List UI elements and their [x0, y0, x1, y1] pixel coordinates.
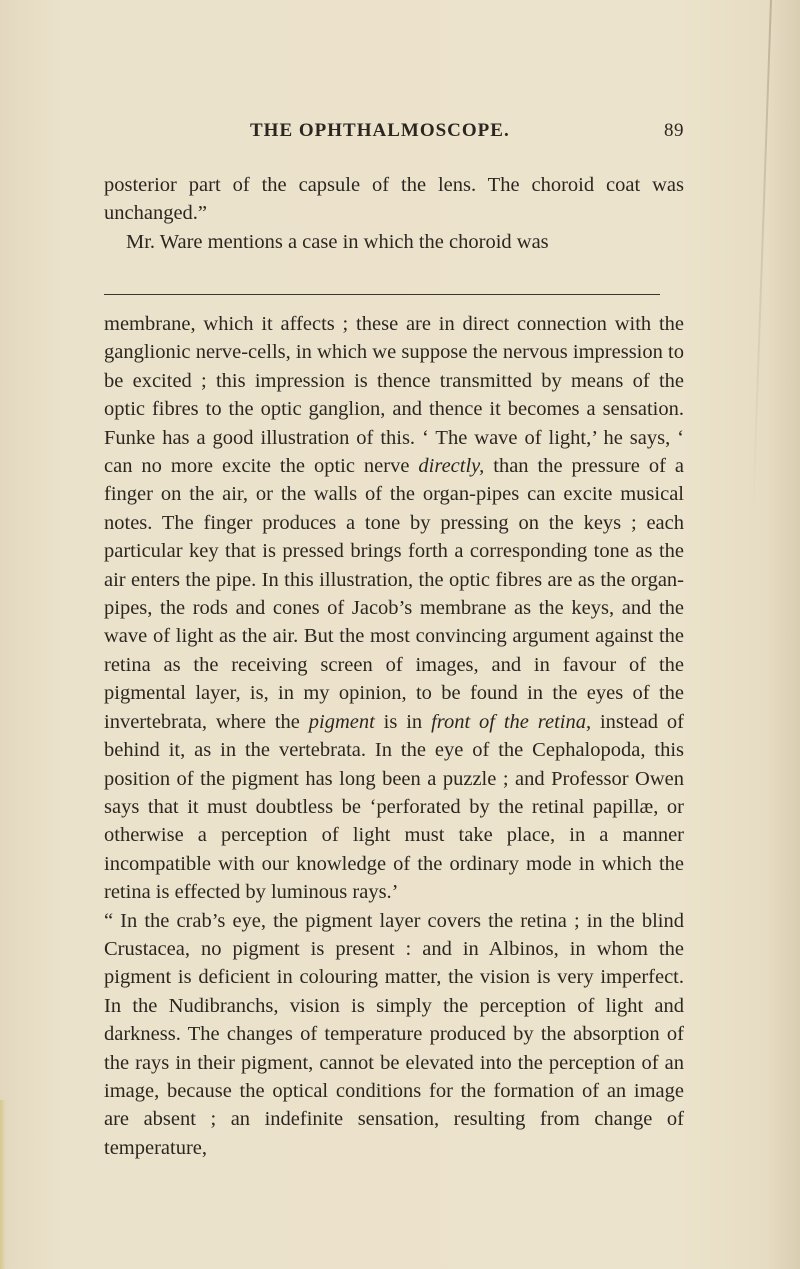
p1-italic-front-of-retina: front of the retina,: [431, 710, 592, 733]
main-paragraph-1: [104, 310, 684, 907]
section-divider-rule: [104, 294, 660, 295]
p1-text-c: is in: [374, 710, 432, 733]
top-paragraph-1: posterior part of the capsule of the lens. The choroid coat was unchanged.”: [104, 174, 684, 225]
page-crease: [752, 0, 772, 520]
p1-text-d: instead of behind it, as in the vertebrata. In the eye of the Cephalopoda, this position of the pigment has long been a puzzle ; and Professor Owen says that it must doubtless be ‘perforated by the retinal papillæ, or otherwise a perception of light must take place, in a manner incompatible with our knowledge of the ordinary mode in which the retina is effected by luminous rays.’: [104, 710, 684, 904]
top-paragraph-2: Mr. Ware mentions a case in which the choroid was: [126, 230, 549, 253]
running-head: [104, 120, 684, 144]
top-text-block: [104, 171, 684, 256]
main-paragraph-2: “ In the crab’s eye, the pigment layer covers the retina ; in the blind Crustacea, no pigment is present : and in Albinos, in whom the pigment is deficient in colouring matter, the vision is very imperfect. In the Nudibranchs, vision is simply the perception of light and darkness. The changes of temperature produced by the absorption of the rays in their pigment, cannot be elevated into the perception of an image, because the optical conditions for the formation of an image are absent ; an indefinite sensation, resulting from change of temperature,: [104, 909, 684, 1159]
page-edge-stain: [0, 1100, 6, 1269]
p1-italic-directly: directly,: [418, 455, 485, 478]
p1-text-b: than the pressure of a finger on the air, or the walls of the organ-pipes can excite musical notes. The finger produces a tone by pressing on the keys ; each particular key that is pressed brings forth a corresponding tone as the air enters the pipe. In this illustration, the optic fibres are as the organ-pipes, the rods and cones of Jacob’s membrane as the keys, and the wave of light as the air. But the most convincing argument against the retina as the receiving screen of images, and in favour of the pigmental layer, is, in my opinion, to be found in the eyes of the invertebrata, where the: [104, 455, 684, 733]
running-title: THE OPHTHALMOSCOPE.: [250, 120, 510, 141]
main-text-block: [104, 310, 684, 1162]
p1-text-a: membrane, which it affects ; these are in direct connection with the ganglionic nerve-cells, in which we suppose the nervous impression to be excited ; this impression is thence transmitted by means of the optic fibres to the optic ganglion, and thence it becomes a sensation. Funke has a good illustration of this. ‘ The wave of light,’ he says, ‘ can no more excite the optic nerve: [104, 313, 684, 478]
p1-italic-pigment: pigment: [308, 710, 375, 733]
page-number: 89: [664, 120, 684, 141]
